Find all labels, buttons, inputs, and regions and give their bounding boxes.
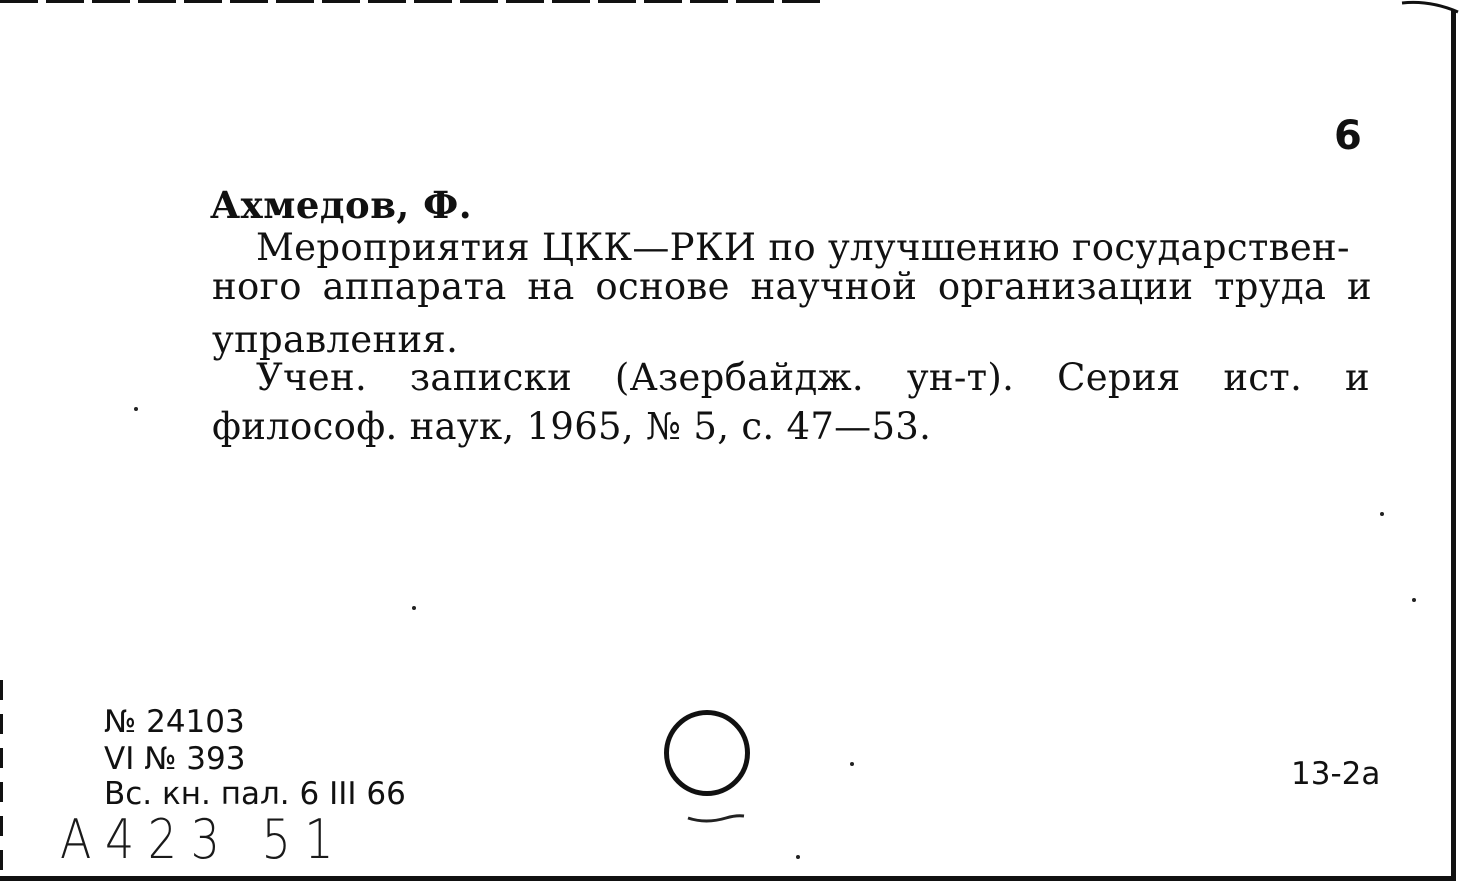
- ink-speck: [412, 606, 416, 610]
- word: Серия: [1057, 356, 1181, 399]
- word: ист.: [1223, 356, 1303, 399]
- word: на: [527, 265, 575, 308]
- punch-hole: [664, 710, 750, 796]
- word: и: [1346, 265, 1372, 308]
- card-number: 6: [1334, 113, 1362, 159]
- handwritten-shelf-code: А423 51: [60, 808, 348, 871]
- word: основе: [595, 265, 730, 308]
- card-top-edge: [0, 0, 825, 3]
- word: и: [1345, 356, 1370, 399]
- word: аппарата: [322, 265, 507, 308]
- word: ун-т).: [906, 356, 1015, 399]
- inventory-number: № 24103: [104, 704, 245, 740]
- word: (Азербайдж.: [614, 356, 864, 399]
- word: научной: [750, 265, 918, 308]
- corner-curl-mark: [1400, 0, 1460, 14]
- word: Учен.: [256, 356, 368, 399]
- ink-speck: [796, 855, 800, 859]
- inventory-series-number: VI № 393: [104, 741, 246, 777]
- punch-hole-smudge: [686, 810, 746, 824]
- title-line-2: [212, 265, 1372, 308]
- source-line-2: философ. наук, 1965, № 5, с. 47—53.: [212, 405, 932, 448]
- classification-code: 13-2а: [1291, 756, 1381, 792]
- word: ного: [212, 265, 302, 308]
- title-line-1: Мероприятия ЦКК—РКИ по улучшению государствен-: [256, 226, 1350, 269]
- word: труда: [1214, 265, 1327, 308]
- source-line-1: [256, 356, 1370, 399]
- ink-speck: [134, 407, 138, 411]
- word: организации: [937, 265, 1194, 308]
- title-line-3: управления.: [212, 318, 459, 361]
- inventory-chamber-date: Вс. кн. пал. 6 III 66: [104, 776, 406, 812]
- card-bottom-edge: [0, 876, 1456, 881]
- author-heading: Ахмедов, Ф.: [210, 183, 473, 227]
- ink-speck: [1412, 598, 1416, 602]
- ink-speck: [1380, 512, 1384, 516]
- word: записки: [409, 356, 573, 399]
- card-right-edge: [1451, 10, 1456, 880]
- ink-speck: [850, 762, 854, 766]
- card-left-edge: [0, 680, 3, 876]
